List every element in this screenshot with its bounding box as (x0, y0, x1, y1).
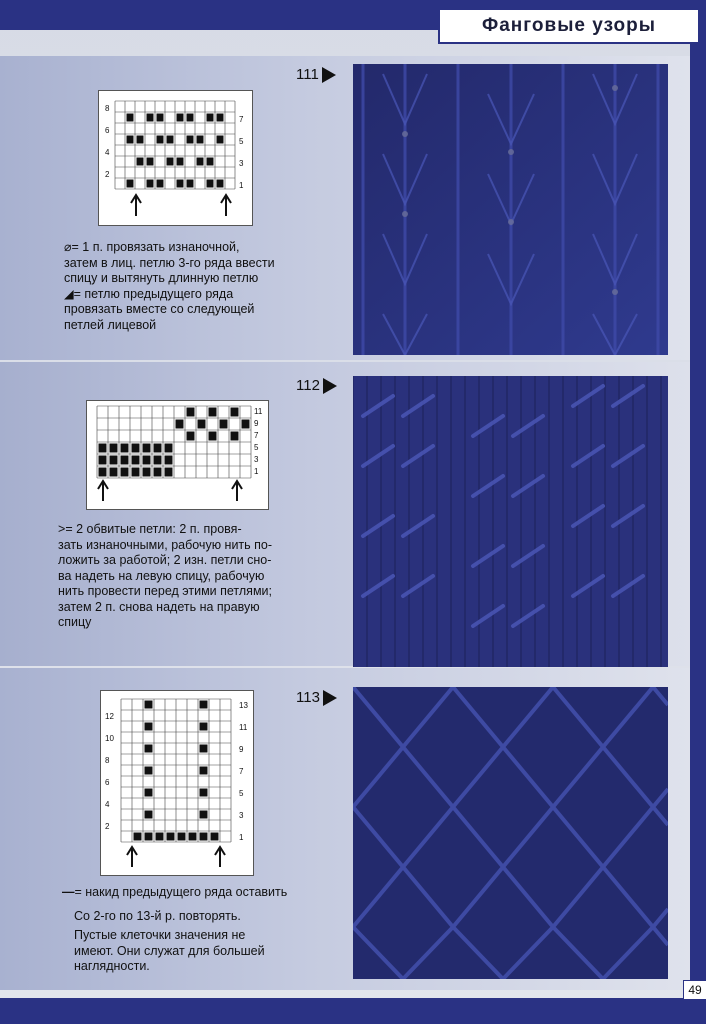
chart-cell (127, 136, 134, 144)
chart-cell (110, 468, 118, 477)
chart-cell (145, 833, 153, 841)
row-label: 6 (105, 126, 110, 135)
chart-cell (127, 180, 134, 188)
chart-cell (177, 180, 184, 188)
chart-cell (167, 158, 174, 166)
chart-cell (157, 114, 164, 122)
chart-cell (121, 444, 129, 453)
chart-cell (156, 833, 164, 841)
row-label: 5 (239, 137, 244, 146)
chart-cell (209, 408, 217, 417)
arrow-up-icon (221, 195, 231, 216)
chart-cell (145, 767, 153, 775)
chart-cell (167, 136, 174, 144)
chart-cell (187, 136, 194, 144)
chart-cell (143, 456, 151, 465)
chart-cell (167, 833, 175, 841)
chart-cell (154, 444, 162, 453)
chart-cell (198, 420, 206, 429)
row-label: 7 (239, 115, 244, 124)
chart-cell (187, 408, 195, 417)
double-chevron-icon: > (58, 522, 66, 536)
chart-cell (147, 114, 154, 122)
legend-112: >= 2 обвитые петли: 2 п. провя- зать изнаночными, рабочую нить по- ложить за работой; 2 изн. петли сно- ва надеть на левую спицу, рабочую нить провести перед этими петлями; затем 2 п. снова надеть на правую спицу (58, 522, 273, 629)
chart-cell (200, 789, 208, 797)
chart-cell (217, 180, 224, 188)
chart-cell (165, 468, 173, 477)
row-label: 9 (239, 745, 244, 754)
chart-cell (200, 833, 208, 841)
pattern-number-111: 111 (296, 66, 336, 83)
chart-cell (207, 158, 214, 166)
arrow-right-icon (322, 67, 336, 83)
row-label: 4 (105, 148, 110, 157)
row-label: 1 (239, 833, 244, 842)
chart-cell (147, 180, 154, 188)
row-label: 8 (105, 756, 110, 765)
arrow-up-icon (127, 847, 137, 867)
chart-cell (99, 468, 107, 477)
chart-cell (99, 456, 107, 465)
row-label: 3 (239, 159, 244, 168)
chart-grid-113 (101, 691, 253, 875)
chart-cell (200, 767, 208, 775)
right-band (690, 30, 706, 1024)
knit-photo-113 (353, 687, 668, 979)
row-label: 13 (239, 701, 248, 710)
row-label: 2 (105, 822, 110, 831)
chart-cell (154, 468, 162, 477)
chart-cell (165, 456, 173, 465)
knit-photo-112 (353, 376, 668, 667)
chart-cell (127, 114, 134, 122)
chart-cell (209, 432, 217, 441)
page-title-box (438, 8, 700, 44)
dash-icon: — (62, 885, 75, 899)
knitting-chart-113 (100, 690, 254, 876)
chart-grid-111 (99, 91, 252, 225)
chart-cell (137, 136, 144, 144)
chart-cell (187, 114, 194, 122)
chart-cell (121, 468, 129, 477)
chart-grid-112 (87, 401, 268, 509)
arrow-up-icon (98, 481, 108, 501)
knitting-chart-112 (86, 400, 269, 510)
row-label: 3 (239, 811, 244, 820)
pattern-number-113: 113 (296, 689, 337, 706)
chart-cell (187, 432, 195, 441)
chart-cell (200, 811, 208, 819)
chart-cell (189, 833, 197, 841)
row-label: 6 (105, 778, 110, 787)
legend-111: ⌀= 1 п. провязать изнаночной, затем в лиц. петлю 3-го ряда ввести спицу и вытянуть длинную петлю ◢= петлю предыдущего ряда провязать вместе со следующей петлей лицевой (64, 240, 275, 332)
row-label: 5 (254, 443, 259, 452)
chart-cell (207, 114, 214, 122)
filled-triangle-icon: ◢ (64, 286, 74, 301)
row-label: 1 (254, 467, 259, 476)
arrow-up-icon (131, 195, 141, 216)
row-label: 4 (105, 800, 110, 809)
chart-cell (157, 136, 164, 144)
chart-cell (110, 444, 118, 453)
arrow-right-icon (323, 690, 337, 706)
chart-cell (154, 456, 162, 465)
chart-cell (147, 158, 154, 166)
chart-cell (137, 158, 144, 166)
chart-cell (200, 701, 208, 709)
arrow-up-icon (215, 847, 225, 867)
chart-cell (132, 456, 140, 465)
page-number: 49 (683, 980, 706, 1000)
chart-cell (145, 789, 153, 797)
chart-cell (121, 456, 129, 465)
page-title: Фанговые узоры (481, 15, 656, 36)
chart-cell (217, 114, 224, 122)
chart-cell (132, 468, 140, 477)
chart-cell (177, 158, 184, 166)
row-label: 11 (254, 407, 263, 416)
bottom-band (0, 998, 706, 1024)
chart-cell (211, 833, 219, 841)
legend-113: —= накид предыдущего ряда оставить Со 2-го по 13-й р. повторять. Пустые клеточки значения не имеют. Они служат для большей наглядности. (62, 885, 288, 973)
chart-cell (176, 420, 184, 429)
chart-cell (231, 432, 239, 441)
knit-photo-111 (353, 64, 668, 355)
chart-cell (145, 811, 153, 819)
chart-cell (143, 468, 151, 477)
chart-cell (207, 180, 214, 188)
chart-cell (99, 444, 107, 453)
arrow-up-icon (232, 481, 242, 501)
chart-cell (157, 180, 164, 188)
chart-cell (231, 408, 239, 417)
chart-cell (242, 420, 250, 429)
chart-cell (217, 136, 224, 144)
chart-cell (165, 444, 173, 453)
crossed-circle-icon: ⌀ (64, 240, 72, 254)
row-label: 1 (239, 181, 244, 190)
chart-cell (187, 180, 194, 188)
row-label: 12 (105, 712, 114, 721)
chart-cell (143, 444, 151, 453)
row-label: 2 (105, 170, 110, 179)
chart-cell (145, 723, 153, 731)
chart-cell (220, 420, 228, 429)
chart-cell (178, 833, 186, 841)
row-label: 5 (239, 789, 244, 798)
pattern-number-112: 112 (296, 377, 337, 394)
row-label: 9 (254, 419, 259, 428)
chart-cell (177, 114, 184, 122)
chart-cell (197, 158, 204, 166)
chart-cell (145, 701, 153, 709)
row-label: 7 (254, 431, 259, 440)
arrow-right-icon (323, 378, 337, 394)
knitting-chart-111 (98, 90, 253, 226)
chart-cell (145, 745, 153, 753)
row-label: 3 (254, 455, 259, 464)
row-label: 7 (239, 767, 244, 776)
row-label: 11 (239, 723, 248, 732)
row-label: 8 (105, 104, 110, 113)
chart-cell (200, 723, 208, 731)
chart-cell (110, 456, 118, 465)
row-label: 10 (105, 734, 114, 743)
chart-cell (197, 136, 204, 144)
chart-cell (132, 444, 140, 453)
chart-cell (134, 833, 142, 841)
chart-cell (200, 745, 208, 753)
